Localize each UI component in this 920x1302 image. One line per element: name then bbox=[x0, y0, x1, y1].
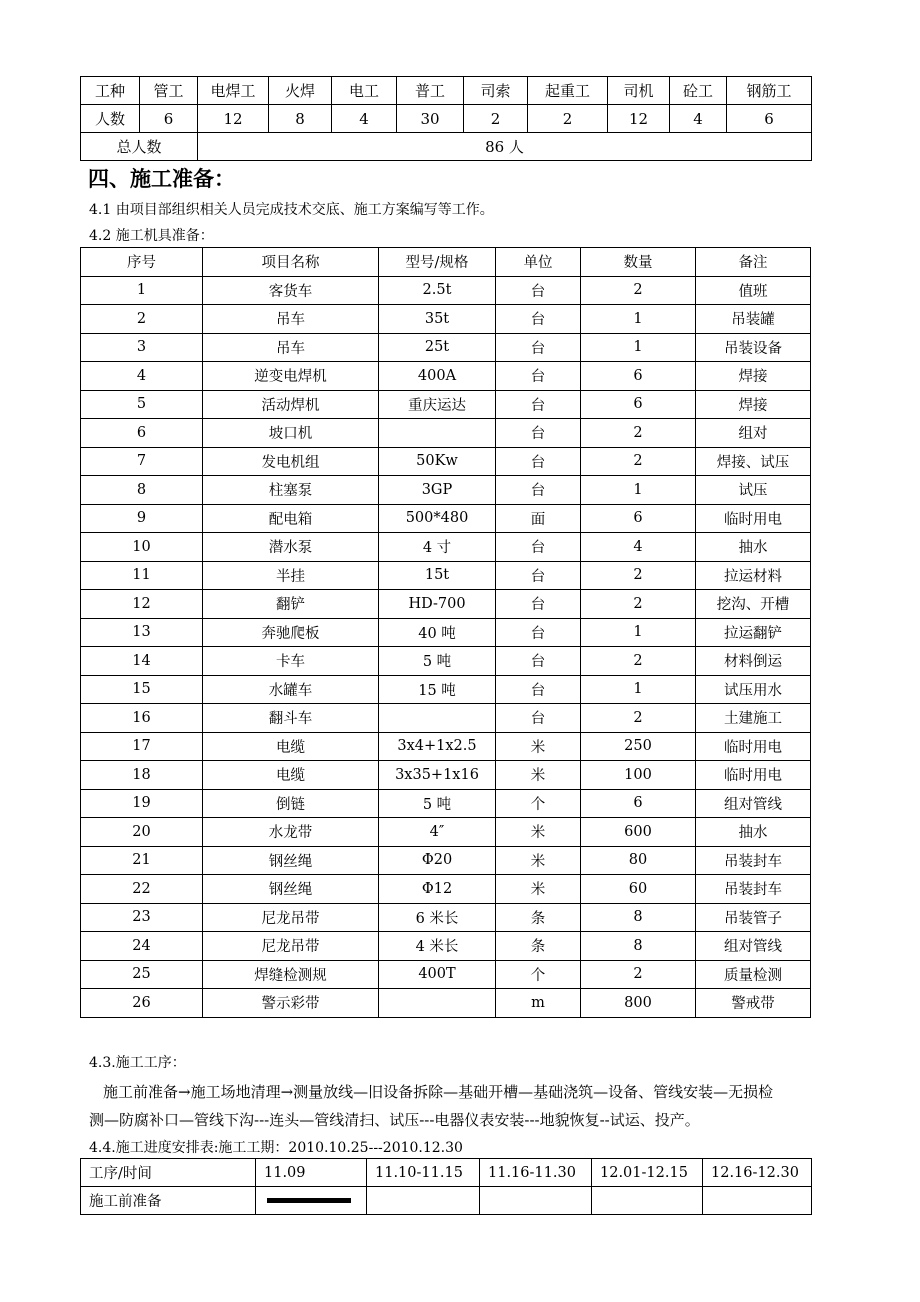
equipment-cell: 4 bbox=[81, 362, 203, 391]
labor-trade: 管工 bbox=[140, 77, 198, 105]
equipment-table bbox=[80, 247, 811, 1018]
equipment-cell: 3GP bbox=[379, 476, 496, 505]
table-row bbox=[81, 504, 811, 533]
equipment-cell: 2 bbox=[81, 305, 203, 334]
table-row bbox=[81, 590, 811, 619]
equipment-cell: 活动焊机 bbox=[203, 390, 379, 419]
schedule-header-cell: 12.01-12.15 bbox=[592, 1159, 703, 1187]
schedule-cell bbox=[703, 1187, 812, 1215]
equipment-cell: 临时用电 bbox=[696, 504, 811, 533]
equipment-cell: 翻斗车 bbox=[203, 704, 379, 733]
equipment-cell: 2 bbox=[581, 419, 696, 448]
table-row bbox=[81, 960, 811, 989]
table-row bbox=[81, 647, 811, 676]
equipment-cell: 2 bbox=[581, 561, 696, 590]
equipment-cell: 8 bbox=[581, 932, 696, 961]
equipment-cell: 焊接 bbox=[696, 362, 811, 391]
equipment-cell: 试压 bbox=[696, 476, 811, 505]
labor-trade: 司索 bbox=[464, 77, 528, 105]
labor-total-row bbox=[81, 133, 812, 161]
table-row bbox=[81, 390, 811, 419]
equipment-cell: 台 bbox=[496, 590, 581, 619]
equipment-cell: 2 bbox=[581, 590, 696, 619]
table-row bbox=[81, 533, 811, 562]
schedule-header-cell: 12.16-12.30 bbox=[703, 1159, 812, 1187]
paragraph-4-3-title: 4.3.施工工序： bbox=[89, 1055, 186, 1071]
equipment-cell: 5 吨 bbox=[379, 789, 496, 818]
paragraph-4-2: 4.2 施工机具准备： bbox=[89, 228, 214, 244]
schedule-header-cell: 11.16-11.30 bbox=[480, 1159, 592, 1187]
equipment-cell: 潜水泵 bbox=[203, 533, 379, 562]
equipment-cell: 台 bbox=[496, 362, 581, 391]
equipment-cell: 吊装封车 bbox=[696, 846, 811, 875]
equipment-cell: 翻铲 bbox=[203, 590, 379, 619]
labor-trade: 司机 bbox=[608, 77, 670, 105]
table-row bbox=[81, 305, 811, 334]
schedule-table bbox=[80, 1158, 812, 1215]
table-row bbox=[81, 276, 811, 305]
table-row bbox=[81, 732, 811, 761]
equipment-cell: 26 bbox=[81, 989, 203, 1018]
sequence-line-1: 施工前准备→施工场地清理→测量放线—旧设备拆除—基础开槽—基础浇筑—设备、管线安装—无损检 bbox=[103, 1083, 774, 1101]
equipment-cell: 土建施工 bbox=[696, 704, 811, 733]
schedule-header-cell: 11.10-11.15 bbox=[367, 1159, 480, 1187]
equipment-cell: 2 bbox=[581, 647, 696, 676]
equipment-cell: 抽水 bbox=[696, 818, 811, 847]
equipment-cell bbox=[379, 419, 496, 448]
table-row bbox=[81, 903, 811, 932]
equipment-cell: 22 bbox=[81, 875, 203, 904]
equipment-cell: 临时用电 bbox=[696, 732, 811, 761]
equipment-cell: 吊装罐 bbox=[696, 305, 811, 334]
equipment-cell: 钢丝绳 bbox=[203, 875, 379, 904]
labor-count: 4 bbox=[670, 105, 727, 133]
equipment-cell: 吊装封车 bbox=[696, 875, 811, 904]
labor-trade: 电工 bbox=[332, 77, 397, 105]
equipment-cell: 6 bbox=[81, 419, 203, 448]
equipment-cell: 25 bbox=[81, 960, 203, 989]
equipment-cell: 1 bbox=[581, 305, 696, 334]
equipment-cell: 试压用水 bbox=[696, 675, 811, 704]
equipment-cell: 台 bbox=[496, 305, 581, 334]
equipment-cell: 质量检测 bbox=[696, 960, 811, 989]
labor-count: 8 bbox=[269, 105, 332, 133]
table-row bbox=[81, 789, 811, 818]
equipment-cell: 6 bbox=[581, 789, 696, 818]
labor-row-label: 工种 bbox=[81, 77, 140, 105]
equipment-cell: Φ12 bbox=[379, 875, 496, 904]
schedule-cell bbox=[367, 1187, 480, 1215]
table-row bbox=[81, 875, 811, 904]
equipment-cell: 80 bbox=[581, 846, 696, 875]
equipment-cell: 警示彩带 bbox=[203, 989, 379, 1018]
equipment-cell: 2 bbox=[581, 276, 696, 305]
equipment-cell: 半挂 bbox=[203, 561, 379, 590]
equipment-cell: 35t bbox=[379, 305, 496, 334]
equipment-cell: 组对管线 bbox=[696, 932, 811, 961]
labor-count: 2 bbox=[464, 105, 528, 133]
equipment-cell: 值班 bbox=[696, 276, 811, 305]
labor-total-label: 总人数 bbox=[81, 133, 198, 161]
equipment-cell: 尼龙吊带 bbox=[203, 932, 379, 961]
equipment-cell: 18 bbox=[81, 761, 203, 790]
equipment-cell: 电缆 bbox=[203, 732, 379, 761]
equipment-cell: 个 bbox=[496, 789, 581, 818]
equipment-cell: 11 bbox=[81, 561, 203, 590]
equipment-cell: 重庆运达 bbox=[379, 390, 496, 419]
equipment-cell: 拉运材料 bbox=[696, 561, 811, 590]
equipment-cell: 台 bbox=[496, 675, 581, 704]
equipment-cell bbox=[379, 704, 496, 733]
labor-count: 6 bbox=[727, 105, 812, 133]
equipment-cell: 卡车 bbox=[203, 647, 379, 676]
sequence-line-2: 测—防腐补口—管线下沟---连头—管线清扫、试压---电器仪表安装---地貌恢复--试运、投产。 bbox=[89, 1111, 700, 1129]
schedule-cell bbox=[480, 1187, 592, 1215]
equipment-cell: HD-700 bbox=[379, 590, 496, 619]
equipment-cell: 临时用电 bbox=[696, 761, 811, 790]
labor-count-row bbox=[81, 105, 812, 133]
table-row bbox=[81, 1187, 812, 1215]
equipment-cell: 2 bbox=[581, 704, 696, 733]
equipment-cell: 抽水 bbox=[696, 533, 811, 562]
equipment-cell: 15t bbox=[379, 561, 496, 590]
equipment-header-cell: 项目名称 bbox=[203, 248, 379, 277]
equipment-cell: 米 bbox=[496, 732, 581, 761]
equipment-cell: 发电机组 bbox=[203, 447, 379, 476]
schedule-header-row bbox=[81, 1159, 812, 1187]
equipment-cell: 3 bbox=[81, 333, 203, 362]
equipment-cell: 台 bbox=[496, 533, 581, 562]
equipment-cell: 15 吨 bbox=[379, 675, 496, 704]
equipment-cell: 6 米长 bbox=[379, 903, 496, 932]
equipment-header-row bbox=[81, 248, 811, 277]
equipment-cell: 水龙带 bbox=[203, 818, 379, 847]
equipment-cell: 17 bbox=[81, 732, 203, 761]
table-row bbox=[81, 447, 811, 476]
equipment-cell: 12 bbox=[81, 590, 203, 619]
equipment-cell: 400A bbox=[379, 362, 496, 391]
equipment-cell: 焊接 bbox=[696, 390, 811, 419]
labor-count: 4 bbox=[332, 105, 397, 133]
schedule-header-cell: 11.09 bbox=[256, 1159, 367, 1187]
equipment-cell: 1 bbox=[581, 675, 696, 704]
equipment-cell: 水罐车 bbox=[203, 675, 379, 704]
equipment-cell: 24 bbox=[81, 932, 203, 961]
equipment-cell: 吊车 bbox=[203, 333, 379, 362]
equipment-cell: 60 bbox=[581, 875, 696, 904]
equipment-cell: 9 bbox=[81, 504, 203, 533]
labor-trade: 起重工 bbox=[528, 77, 608, 105]
equipment-cell: 400T bbox=[379, 960, 496, 989]
equipment-cell: 米 bbox=[496, 846, 581, 875]
equipment-cell: 25t bbox=[379, 333, 496, 362]
paragraph-4-4-title: 4.4.施工进度安排表:施工工期：2010.10.25---2010.12.30 bbox=[89, 1140, 463, 1156]
equipment-cell: 4 bbox=[581, 533, 696, 562]
equipment-cell: 台 bbox=[496, 419, 581, 448]
equipment-cell: 800 bbox=[581, 989, 696, 1018]
equipment-cell: 台 bbox=[496, 476, 581, 505]
equipment-cell: 5 bbox=[81, 390, 203, 419]
labor-table bbox=[80, 76, 812, 161]
equipment-cell: 个 bbox=[496, 960, 581, 989]
table-row bbox=[81, 333, 811, 362]
equipment-cell: 台 bbox=[496, 618, 581, 647]
equipment-header-cell: 备注 bbox=[696, 248, 811, 277]
labor-trade-row bbox=[81, 77, 812, 105]
table-row bbox=[81, 846, 811, 875]
equipment-cell: 吊车 bbox=[203, 305, 379, 334]
equipment-cell: 米 bbox=[496, 761, 581, 790]
equipment-cell: 倒链 bbox=[203, 789, 379, 818]
equipment-cell: 条 bbox=[496, 903, 581, 932]
equipment-cell: 14 bbox=[81, 647, 203, 676]
labor-count: 2 bbox=[528, 105, 608, 133]
equipment-cell: 1 bbox=[581, 476, 696, 505]
table-row bbox=[81, 704, 811, 733]
equipment-cell: 250 bbox=[581, 732, 696, 761]
schedule-cell bbox=[592, 1187, 703, 1215]
equipment-cell: Φ20 bbox=[379, 846, 496, 875]
equipment-header-cell: 型号/规格 bbox=[379, 248, 496, 277]
equipment-cell: 3x4+1x2.5 bbox=[379, 732, 496, 761]
labor-count: 12 bbox=[198, 105, 269, 133]
labor-total-value: 86 人 bbox=[198, 133, 812, 161]
table-row bbox=[81, 362, 811, 391]
equipment-cell: 4 米长 bbox=[379, 932, 496, 961]
labor-row-label: 人数 bbox=[81, 105, 140, 133]
labor-trade: 火焊 bbox=[269, 77, 332, 105]
equipment-cell: 2.5t bbox=[379, 276, 496, 305]
section-heading: 四、施工准备： bbox=[88, 167, 235, 191]
equipment-cell: 焊缝检测规 bbox=[203, 960, 379, 989]
table-row bbox=[81, 561, 811, 590]
equipment-cell: 焊接、试压 bbox=[696, 447, 811, 476]
labor-count: 12 bbox=[608, 105, 670, 133]
equipment-cell: 台 bbox=[496, 704, 581, 733]
equipment-cell: 600 bbox=[581, 818, 696, 847]
equipment-cell: 3x35+1x16 bbox=[379, 761, 496, 790]
equipment-cell: m bbox=[496, 989, 581, 1018]
equipment-cell: 奔驰爬板 bbox=[203, 618, 379, 647]
equipment-cell: 1 bbox=[581, 333, 696, 362]
equipment-cell: 材料倒运 bbox=[696, 647, 811, 676]
equipment-cell: 100 bbox=[581, 761, 696, 790]
equipment-cell: 20 bbox=[81, 818, 203, 847]
equipment-cell bbox=[379, 989, 496, 1018]
equipment-cell: 5 吨 bbox=[379, 647, 496, 676]
table-row bbox=[81, 419, 811, 448]
equipment-cell: 组对管线 bbox=[696, 789, 811, 818]
equipment-cell: 4 寸 bbox=[379, 533, 496, 562]
equipment-cell: 6 bbox=[581, 504, 696, 533]
schedule-task: 施工前准备 bbox=[81, 1187, 256, 1215]
equipment-cell: 15 bbox=[81, 675, 203, 704]
equipment-header-cell: 序号 bbox=[81, 248, 203, 277]
labor-trade: 钢筋工 bbox=[727, 77, 812, 105]
equipment-cell: 6 bbox=[581, 362, 696, 391]
table-row bbox=[81, 989, 811, 1018]
equipment-cell: 米 bbox=[496, 875, 581, 904]
paragraph-4-1: 4.1 由项目部组织相关人员完成技术交底、施工方案编写等工作。 bbox=[89, 202, 494, 218]
equipment-cell: 配电箱 bbox=[203, 504, 379, 533]
table-row bbox=[81, 818, 811, 847]
equipment-header-cell: 数量 bbox=[581, 248, 696, 277]
table-row bbox=[81, 932, 811, 961]
equipment-cell: 台 bbox=[496, 276, 581, 305]
schedule-cell bbox=[256, 1187, 367, 1215]
equipment-cell: 台 bbox=[496, 447, 581, 476]
equipment-cell: 客货车 bbox=[203, 276, 379, 305]
equipment-cell: 1 bbox=[81, 276, 203, 305]
labor-trade: 砼工 bbox=[670, 77, 727, 105]
equipment-cell: 1 bbox=[581, 618, 696, 647]
equipment-cell: 坡口机 bbox=[203, 419, 379, 448]
schedule-progress-bar bbox=[267, 1198, 351, 1203]
equipment-cell: 500*480 bbox=[379, 504, 496, 533]
equipment-header-cell: 单位 bbox=[496, 248, 581, 277]
labor-trade: 电焊工 bbox=[198, 77, 269, 105]
labor-count: 6 bbox=[140, 105, 198, 133]
equipment-cell: 50Kw bbox=[379, 447, 496, 476]
equipment-cell: 6 bbox=[581, 390, 696, 419]
equipment-cell: 条 bbox=[496, 932, 581, 961]
equipment-cell: 尼龙吊带 bbox=[203, 903, 379, 932]
labor-count: 30 bbox=[397, 105, 464, 133]
equipment-cell: 4″ bbox=[379, 818, 496, 847]
equipment-cell: 2 bbox=[581, 447, 696, 476]
equipment-cell: 组对 bbox=[696, 419, 811, 448]
equipment-cell: 钢丝绳 bbox=[203, 846, 379, 875]
table-row bbox=[81, 675, 811, 704]
schedule-header-cell: 工序/时间 bbox=[81, 1159, 256, 1187]
table-row bbox=[81, 618, 811, 647]
equipment-cell: 16 bbox=[81, 704, 203, 733]
equipment-cell: 米 bbox=[496, 818, 581, 847]
equipment-cell: 7 bbox=[81, 447, 203, 476]
equipment-cell: 8 bbox=[581, 903, 696, 932]
equipment-cell: 台 bbox=[496, 390, 581, 419]
equipment-cell: 19 bbox=[81, 789, 203, 818]
equipment-cell: 23 bbox=[81, 903, 203, 932]
equipment-cell: 2 bbox=[581, 960, 696, 989]
equipment-cell: 吊装管子 bbox=[696, 903, 811, 932]
equipment-cell: 警戒带 bbox=[696, 989, 811, 1018]
equipment-cell: 13 bbox=[81, 618, 203, 647]
equipment-cell: 10 bbox=[81, 533, 203, 562]
equipment-cell: 40 吨 bbox=[379, 618, 496, 647]
equipment-cell: 8 bbox=[81, 476, 203, 505]
equipment-cell: 柱塞泵 bbox=[203, 476, 379, 505]
equipment-cell: 拉运翻铲 bbox=[696, 618, 811, 647]
labor-trade: 普工 bbox=[397, 77, 464, 105]
equipment-cell: 台 bbox=[496, 333, 581, 362]
equipment-cell: 电缆 bbox=[203, 761, 379, 790]
equipment-cell: 面 bbox=[496, 504, 581, 533]
equipment-cell: 吊装设备 bbox=[696, 333, 811, 362]
equipment-cell: 台 bbox=[496, 647, 581, 676]
equipment-cell: 21 bbox=[81, 846, 203, 875]
table-row bbox=[81, 761, 811, 790]
equipment-cell: 挖沟、开槽 bbox=[696, 590, 811, 619]
table-row bbox=[81, 476, 811, 505]
equipment-cell: 台 bbox=[496, 561, 581, 590]
equipment-cell: 逆变电焊机 bbox=[203, 362, 379, 391]
